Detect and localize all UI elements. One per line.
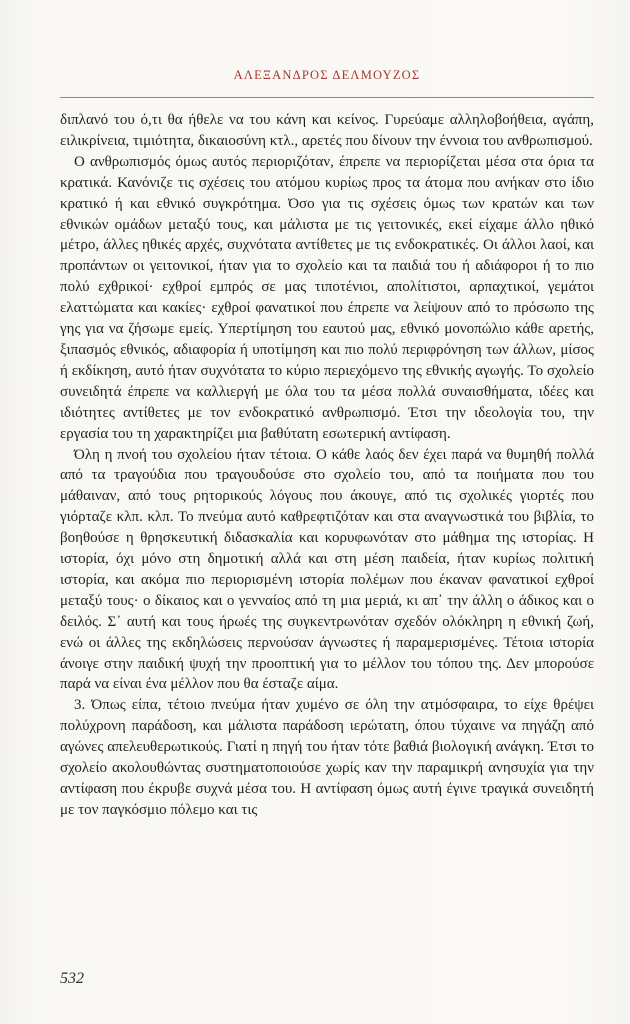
running-head: ΑΛΕΞΑΝΔΡΟΣ ΔΕΛΜΟΥΖΟΣ [233,68,421,82]
paragraph-3: Όλη η πνοή του σχολείου ήταν τέτοια. Ο κάθε λαός δεν έχει παρά να θυμηθή πολλά από τα τραγούδια που τραγουδούσε στο σχολείο του, από τα ποιήματα που του μάθαιναν, από τους ρητορικούς λόγους που άκουγε, από τις σχολικές γιορτές που γιόρταζε κλπ. κλπ. Το πνεύμα αυτό καθρεφτιζόταν και στα αναγνωστικά του βιβλία, το βοηθούσε η θρησκευτική διδασκαλία και κορυφωνόταν στο μάθημα της ιστορίας. Η ιστορία, όχι μόνο στη δημοτική αλλά και στη μέση παιδεία, ήταν κυρίως πολιτική ιστορία, και ακόμα πιο περιορισμένη ιστορία πολέμων που έκαναν φανατικοί εχθροί μεταξύ τους· ο δίκαιος και ο γενναίος από τη μια μεριά, κι απ᾽ την άλλη ο άδικος και ο δειλός. Σ᾽ αυτή και τους ήρωές της συγκεντρωνόταν σχεδόν ολόκληρη η εθνική ζωή, ενώ οι άλλες της εκδηλώσεις περνούσαν άγνωστες ή παραμερισμένες. Τέτοια ιστορία άνοιγε στην παιδική ψυχή την προοπτική για το μέλλον του τόπου της. Δεν μπορούσε παρά να είναι ένα μέλλον που θα έσταζε αίμα. [60,446,594,693]
page-number: 532 [60,970,84,987]
body-text [60,110,594,821]
paragraph-1: διπλανό του ό,τι θα ήθελε να του κάνη και κείνος. Γυρεύαμε αλληλοβοήθεια, αγάπη, ειλικρίνεια, τιμιότητα, δικαιοσύνη κτλ., αρετές που δίνουν την έννοια του ανθρωπισμού. [60,112,594,149]
header-rule [60,97,594,98]
paragraph-2: Ο ανθρωπισμός όμως αυτός περιοριζόταν, έπρεπε να περιορίζεται μέσα στα όρια τα κρατικά. Κανόνιζε τις σχέσεις του ατόμου κυρίως προς τα άτομα που ανήκαν στο ίδιο κρατικό ή και εθνικό συγκρότημα. Όσο για τις σχέσεις όμως των κρατών και των εθνικών ομάδων μεταξύ τους, και μάλιστα με τις γειτονικές, εκεί είχαμε άλλο ηθικό μέτρο, άλλες ηθικές αρχές, συχνότατα αντίθετες με τις ενδοκρατικές. Οι άλλοι λαοί, και προπάντων οι γειτονικοί, ήταν για το σχολείο και τα παιδιά του ή αδιάφοροι ή το πιο πολύ εχθρικοί· εχθροί εμπρός σε μας τιποτένιοι, απολίτιστοι, αρπαχτικοί, γεμάτοι ελαττώματα και κακίες· εχθροί φανατικοί που έπρεπε να λείψουν από το πρόσωπο της γης για να ζήσωμε εμείς. Υπερτίμηση του εαυτού μας, εθνικό μονοπώλιο κάθε αρετής, ξιπασμός εθνικός, αδιαφορία ή υποτίμηση και πιο πολύ περιφρόνηση των άλλων, μίσος ή εκδίκηση, αυτό ήταν συχνότατα το κύριο περιεχόμενο της εθνικής αγωγής. Το σχολείο συνειδητά έπρεπε να καλλιεργή με όλα του τα μέσα πολλά συναισθήματα, ιδέες και ιδιότητες αντίθετες με τον ενδοκρατικό ανθρωπισμό. Έτσι την ιδεολογία του, την εργασία του τη χαρακτηρίζει μια βαθύτατη εσωτερική αντίφαση. [60,153,594,442]
paragraph-4: 3. Όπως είπα, τέτοιο πνεύμα ήταν χυμένο σε όλη την ατμόσφαιρα, το είχε θρέψει πολύχρονη παράδοση, και μάλιστα παράδοση ιερώτατη, όπου τύχαινε να πηγάζη από αγώνες απελευθερωτικούς. Γιατί η πηγή του ήταν τότε βαθιά βιολογική ανάγκη. Έτσι το σχολείο ακολουθώντας συστηματοποιούσε χωρίς καν την παραμικρή ανησυχία για την αντίφαση που έκρυβε συχνά μέσα του. Η αντίφαση όμως αυτή έγινε τραγικά συνειδητή με τον παγκόσμιο πόλεμο και τις [60,697,594,818]
